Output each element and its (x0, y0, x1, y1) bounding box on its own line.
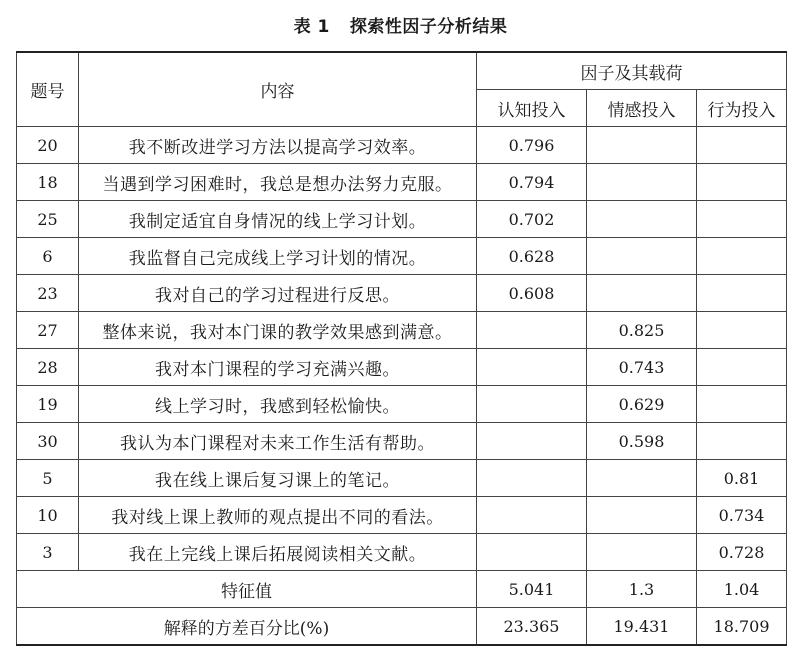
loading-cognitive: 0.796 (477, 127, 587, 164)
loading-emotional (587, 164, 697, 201)
table-caption-label: 表 1 (293, 17, 330, 37)
loading-emotional: 0.743 (587, 349, 697, 386)
item-id: 30 (17, 423, 79, 460)
item-content: 我制定适宜自身情况的线上学习计划。 (79, 201, 477, 238)
table-caption (0, 12, 801, 37)
table-row (17, 349, 787, 386)
summary-row (17, 608, 787, 646)
loading-behavioral (697, 423, 787, 460)
item-content: 我不断改进学习方法以提高学习效率。 (79, 127, 477, 164)
loading-behavioral: 0.81 (697, 460, 787, 497)
item-content: 我对线上课上教师的观点提出不同的看法。 (79, 497, 477, 534)
summary-behavioral: 18.709 (697, 608, 787, 646)
loading-behavioral (697, 201, 787, 238)
loading-cognitive: 0.628 (477, 238, 587, 275)
loading-behavioral (697, 386, 787, 423)
loading-cognitive (477, 460, 587, 497)
summary-row (17, 571, 787, 608)
item-id: 20 (17, 127, 79, 164)
summary-behavioral: 1.04 (697, 571, 787, 608)
loading-cognitive (477, 386, 587, 423)
table-row (17, 497, 787, 534)
loading-behavioral (697, 312, 787, 349)
loading-emotional (587, 238, 697, 275)
item-content: 我对自己的学习过程进行反思。 (79, 275, 477, 312)
loading-cognitive (477, 312, 587, 349)
item-id: 23 (17, 275, 79, 312)
item-id: 18 (17, 164, 79, 201)
table-row (17, 460, 787, 497)
table-row (17, 423, 787, 460)
factor-analysis-table (16, 51, 787, 646)
loading-emotional (587, 127, 697, 164)
loading-behavioral (697, 349, 787, 386)
header-id: 题号 (17, 52, 79, 127)
table-row (17, 127, 787, 164)
loading-behavioral (697, 275, 787, 312)
loading-cognitive (477, 497, 587, 534)
item-id: 3 (17, 534, 79, 571)
summary-label: 特征值 (17, 571, 477, 608)
header-factor-group: 因子及其载荷 (477, 52, 787, 90)
table-row (17, 534, 787, 571)
table-row (17, 201, 787, 238)
summary-emotional: 1.3 (587, 571, 697, 608)
summary-cognitive: 5.041 (477, 571, 587, 608)
table-row (17, 312, 787, 349)
loading-cognitive: 0.702 (477, 201, 587, 238)
item-content: 我在上完线上课后拓展阅读相关文献。 (79, 534, 477, 571)
loading-behavioral: 0.728 (697, 534, 787, 571)
item-id: 27 (17, 312, 79, 349)
loading-behavioral: 0.734 (697, 497, 787, 534)
summary-emotional: 19.431 (587, 608, 697, 646)
table-caption-title: 探索性因子分析结果 (349, 17, 508, 37)
item-id: 25 (17, 201, 79, 238)
item-id: 19 (17, 386, 79, 423)
item-content: 线上学习时，我感到轻松愉快。 (79, 386, 477, 423)
header-factor-behavioral: 行为投入 (697, 90, 787, 127)
loading-emotional (587, 201, 697, 238)
loading-cognitive: 0.794 (477, 164, 587, 201)
loading-emotional: 0.629 (587, 386, 697, 423)
loading-emotional (587, 497, 697, 534)
loading-cognitive: 0.608 (477, 275, 587, 312)
header-factor-cognitive: 认知投入 (477, 90, 587, 127)
loading-cognitive (477, 534, 587, 571)
item-content: 整体来说，我对本门课的教学效果感到满意。 (79, 312, 477, 349)
item-content: 我在线上课后复习课上的笔记。 (79, 460, 477, 497)
summary-cognitive: 23.365 (477, 608, 587, 646)
table-row (17, 238, 787, 275)
item-id: 5 (17, 460, 79, 497)
item-id: 6 (17, 238, 79, 275)
table-row (17, 386, 787, 423)
loading-emotional: 0.598 (587, 423, 697, 460)
item-content: 当遇到学习困难时，我总是想办法努力克服。 (79, 164, 477, 201)
header-content: 内容 (79, 52, 477, 127)
item-id: 28 (17, 349, 79, 386)
summary-label: 解释的方差百分比(%) (17, 608, 477, 646)
loading-behavioral (697, 127, 787, 164)
loading-cognitive (477, 423, 587, 460)
item-content: 我对本门课程的学习充满兴趣。 (79, 349, 477, 386)
loading-emotional: 0.825 (587, 312, 697, 349)
item-content: 我监督自己完成线上学习计划的情况。 (79, 238, 477, 275)
item-content: 我认为本门课程对未来工作生活有帮助。 (79, 423, 477, 460)
loading-emotional (587, 534, 697, 571)
loading-behavioral (697, 238, 787, 275)
loading-emotional (587, 460, 697, 497)
loading-emotional (587, 275, 697, 312)
loading-behavioral (697, 164, 787, 201)
loading-cognitive (477, 349, 587, 386)
item-id: 10 (17, 497, 79, 534)
table-row (17, 275, 787, 312)
header-factor-emotional: 情感投入 (587, 90, 697, 127)
table-row (17, 164, 787, 201)
